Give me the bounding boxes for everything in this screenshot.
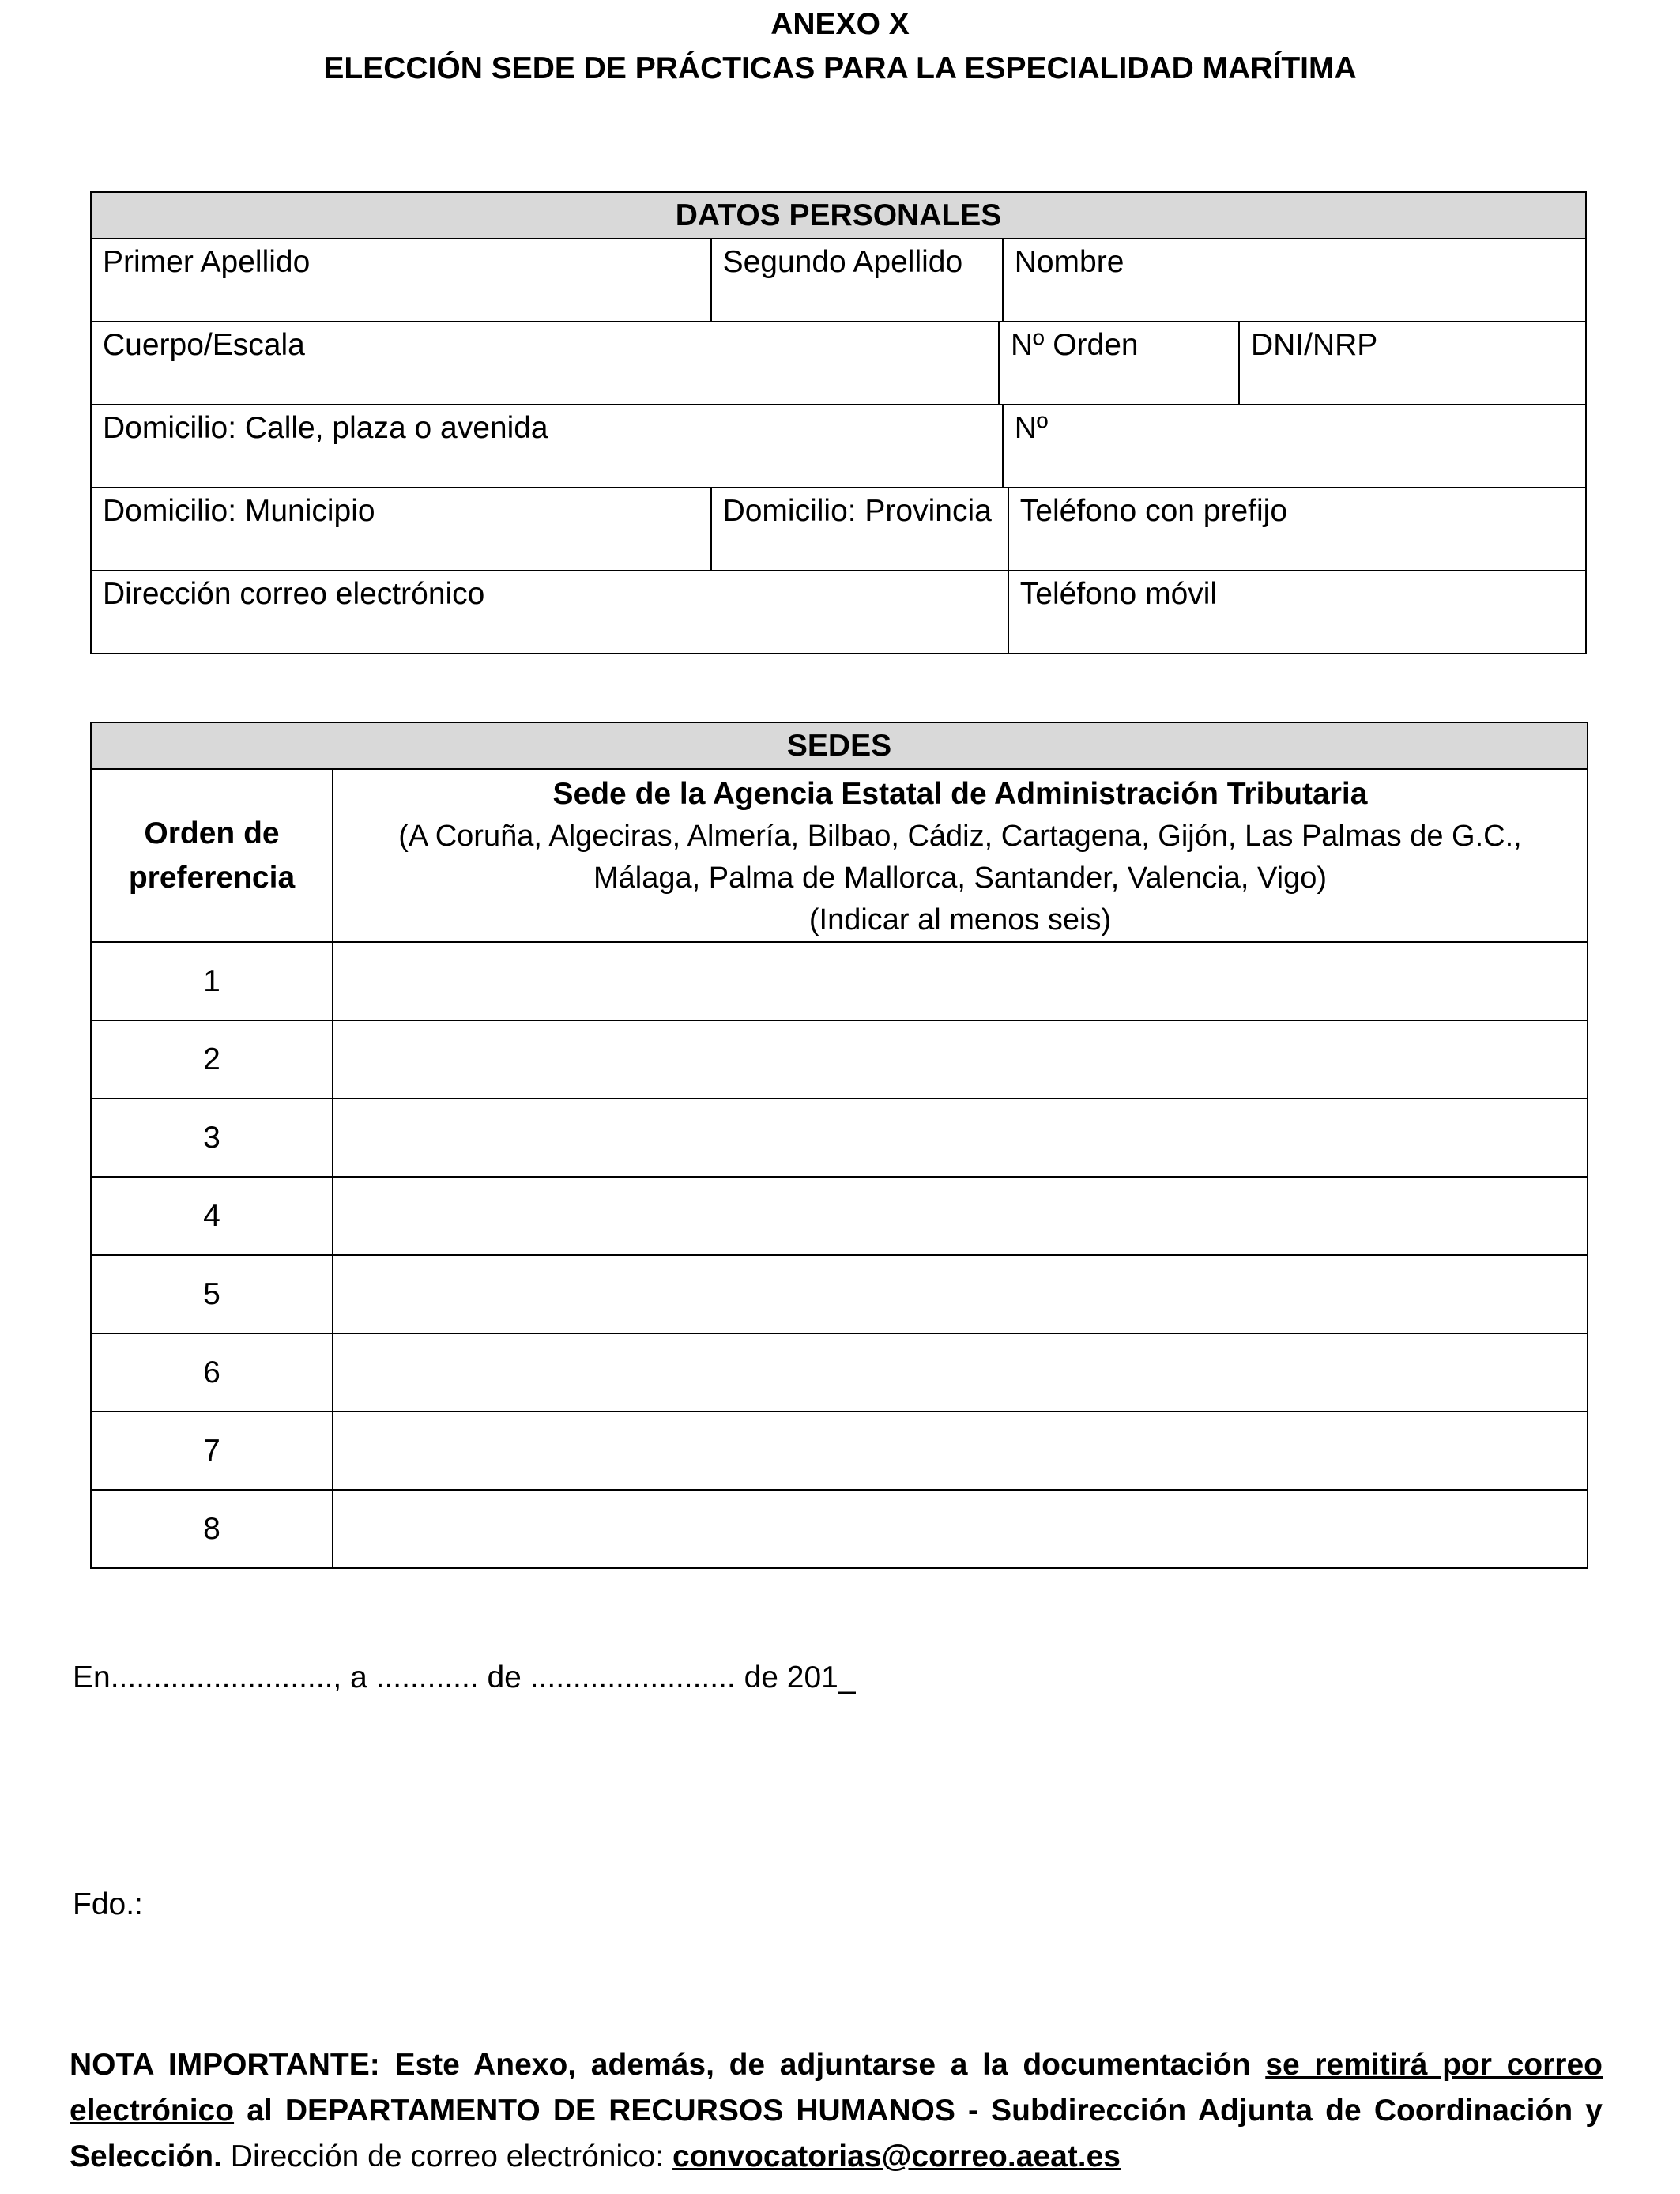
order-number-field[interactable]: Nº Orden	[1000, 322, 1239, 404]
preference-number: 8	[91, 1490, 333, 1568]
note-bold-2: al DEPARTAMENTO DE RECURSOS HUMANOS - Subdirección Adjunta de Coordinación y Selección.	[70, 2094, 1603, 2173]
note-underline-1: se remitirá por correo electrónico	[70, 2048, 1603, 2128]
preference-number: 4	[91, 1177, 333, 1255]
sede-description-header	[333, 769, 1588, 942]
personal-data-heading: DATOS PERSONALES	[91, 192, 1586, 239]
note-plain: Dirección de correo electrónico:	[221, 2139, 673, 2173]
sedes-heading: SEDES	[91, 722, 1588, 769]
sedes-table	[90, 722, 1588, 1569]
preference-number: 2	[91, 1020, 333, 1099]
sede-choice-field[interactable]	[333, 942, 1588, 1020]
phone-field[interactable]: Teléfono con prefijo	[1008, 488, 1586, 571]
preference-order-header	[91, 769, 333, 942]
preference-number: 5	[91, 1255, 333, 1333]
agency-title: Sede de la Agencia Estatal de Administración Tributaria	[552, 777, 1368, 811]
page-title: ELECCIÓN SEDE DE PRÁCTICAS PARA LA ESPECIALIDAD MARÍTIMA	[323, 51, 1357, 85]
dni-field[interactable]: DNI/NRP	[1250, 328, 1378, 362]
signature-line: Fdo.:	[73, 1887, 143, 1921]
sede-choice-field[interactable]	[333, 1020, 1588, 1099]
sede-choice-field[interactable]	[333, 1177, 1588, 1255]
name-field[interactable]: Nombre	[1003, 239, 1586, 322]
sede-choice-field[interactable]	[333, 1333, 1588, 1412]
province-field[interactable]: Domicilio: Provincia	[711, 488, 1008, 571]
preference-order-label-2: preferencia	[128, 860, 296, 895]
municipality-field[interactable]: Domicilio: Municipio	[91, 488, 711, 571]
street-field[interactable]: Domicilio: Calle, plaza o avenida	[91, 405, 1003, 488]
preference-number: 1	[91, 942, 333, 1020]
annex-number: ANEXO X	[770, 7, 910, 41]
preference-order-label-1: Orden de	[144, 816, 280, 850]
preference-number: 3	[91, 1099, 333, 1177]
sede-choice-field[interactable]	[333, 1255, 1588, 1333]
body-scale-label: Cuerpo/Escala	[103, 328, 305, 362]
sede-instruction: (Indicar al menos seis)	[808, 903, 1112, 937]
body-scale-field[interactable]	[91, 322, 999, 405]
street-number-field[interactable]: Nº	[1003, 405, 1586, 488]
personal-data-table	[90, 191, 1587, 654]
important-note	[70, 2042, 1603, 2180]
sede-choice-field[interactable]	[333, 1412, 1588, 1490]
sede-choice-field[interactable]	[333, 1490, 1588, 1568]
order-dni-subtable	[1000, 322, 1585, 404]
order-dni-group	[999, 322, 1586, 405]
second-surname-field[interactable]: Segundo Apellido	[711, 239, 1003, 322]
sede-list-line2: Málaga, Palma de Mallorca, Santander, Valencia, Vigo)	[593, 861, 1327, 895]
email-field[interactable]: Dirección correo electrónico	[91, 571, 1008, 654]
place-date-line: En.........................., a ............ de ........................ de 201_	[73, 1661, 856, 1695]
preference-number: 7	[91, 1412, 333, 1490]
note-bold-1: NOTA IMPORTANTE: Este Anexo, además, de adjuntarse a la documentación	[70, 2048, 1266, 2082]
sede-list-line1: (A Coruña, Algeciras, Almería, Bilbao, Cádiz, Cartagena, Gijón, Las Palmas de G.C.,	[398, 820, 1522, 853]
sede-choice-field[interactable]	[333, 1099, 1588, 1177]
mobile-field[interactable]: Teléfono móvil	[1008, 571, 1586, 654]
note-email-link[interactable]: convocatorias@correo.aeat.es	[672, 2139, 1121, 2173]
first-surname-field[interactable]: Primer Apellido	[91, 239, 711, 322]
preference-number: 6	[91, 1333, 333, 1412]
